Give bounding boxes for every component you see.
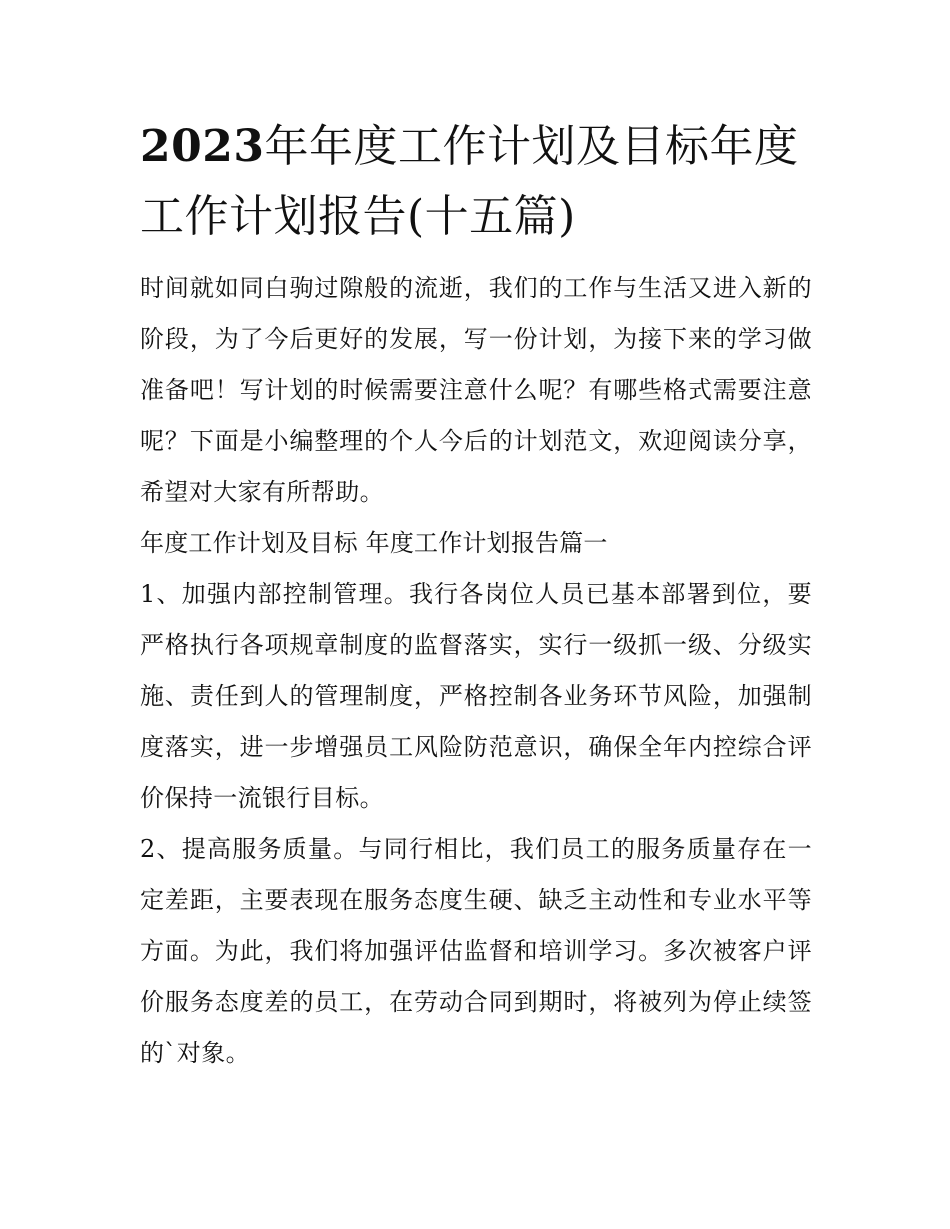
title-text: 年年度工作计划及目标年度工作计划报告(十五篇) xyxy=(140,121,799,242)
document-title xyxy=(140,112,812,252)
section-heading: 年度工作计划及目标 年度工作计划报告篇一 xyxy=(140,529,608,557)
intro-paragraph: 时间就如同白驹过隙般的流逝，我们的工作与生活又进入新的阶段，为了今后更好的发展，写一份计划，为接下来的学习做准备吧！写计划的时候需要注意什么呢？有哪些格式需要注意呢？下面是小编整理的个人今后的计划范文，欢迎阅读分享，希望对大家有所帮助。 xyxy=(140,274,812,506)
title-year: 2023 xyxy=(140,121,265,172)
list-item-2: 2、提高服务质量。与同行相比，我们员工的服务质量存在一定差距，主要表现在服务态度生硬、缺乏主动性和专业水平等方面。为此，我们将加强评估监督和培训学习。多次被客户评价服务态度差的员工，在劳动合同到期时，将被列为停止续签的`对象。 xyxy=(140,835,812,1067)
list-item-1: 1、加强内部控制管理。我行各岗位人员已基本部署到位，要严格执行各项规章制度的监督落实，实行一级抓一级、分级实施、责任到人的管理制度，严格控制各业务环节风险，加强制度落实，进一步增强员工风险防范意识，确保全年内控综合评价保持一流银行目标。 xyxy=(140,580,812,812)
document-page xyxy=(140,112,812,1079)
